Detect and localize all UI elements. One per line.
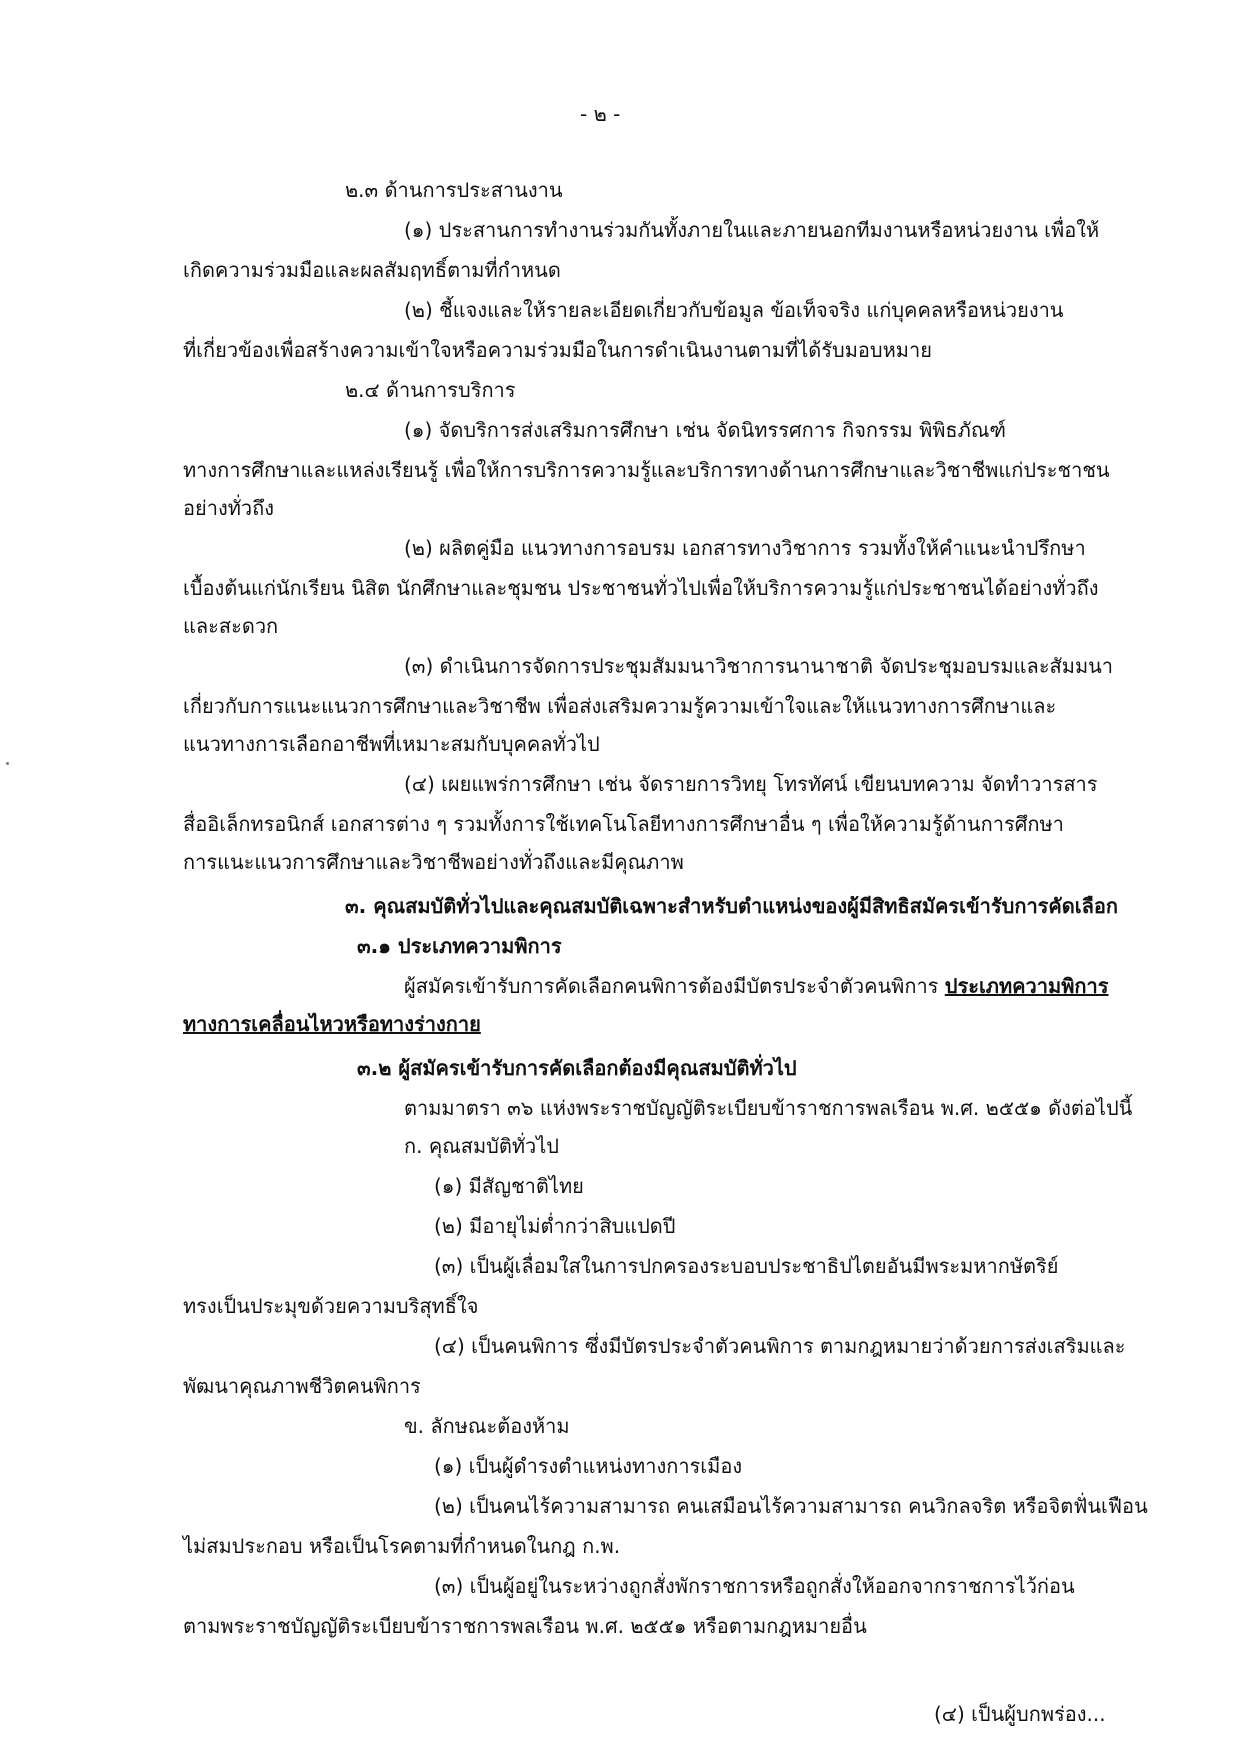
paragraph-line: เบื้องต้นแก่นักเรียน นิสิต นักศึกษาและชุมชน ประชาชนทั่วไปเพื่อให้บริการความรู้แก่ประชาชนได้อย่างทั่วถึง [183, 576, 1099, 600]
list-item: (๑) เป็นผู้ดำรงตำแหน่งทางการเมือง [434, 1454, 743, 1478]
list-item: ตามพระราชบัญญัติระเบียบข้าราชการพลเรือน พ.ศ. ๒๕๕๑ หรือตามกฎหมายอื่น [183, 1614, 867, 1638]
paragraph-line: (๓) ดำเนินการจัดการประชุมสัมมนาวิชาการนานาชาติ จัดประชุมอบรมและสัมมนา [404, 654, 1114, 678]
list-item: (๑) มีสัญชาติไทย [434, 1174, 584, 1198]
list-item: (๔) เป็นคนพิการ ซึ่งมีบัตรประจำตัวคนพิการ ตามกฎหมายว่าด้วยการส่งเสริมและ [434, 1334, 1126, 1358]
paragraph-line: (๔) เผยแพร่การศึกษา เช่น จัดรายการวิทยุ โทรทัศน์ เขียนบทความ จัดทำวารสาร [404, 772, 1098, 796]
paragraph-text: ผู้สมัครเข้ารับการคัดเลือกคนพิการต้องมีบัตรประจำตัวคนพิการ [404, 974, 945, 998]
section-heading: ๒.๔ ด้านการบริการ [345, 378, 516, 402]
section-heading: ๒.๓ ด้านการประสานงาน [345, 178, 563, 202]
continuation-text: (๔) เป็นผู้บกพร่อง... [934, 1702, 1106, 1726]
list-item: (๒) มีอายุไม่ต่ำกว่าสิบแปดปี [434, 1214, 676, 1238]
paragraph-line: ทางการศึกษาและแหล่งเรียนรู้ เพื่อให้การบริการความรู้และบริการทางด้านการศึกษาและวิชาชีพแก่ประชาชน [183, 458, 1110, 482]
paragraph-line: สื่ออิเล็กทรอนิกส์ เอกสารต่าง ๆ รวมทั้งการใช้เทคโนโลยีทางการศึกษาอื่น ๆ เพื่อให้ความรู้ด้านการศึกษา [183, 812, 1064, 836]
paragraph-line: (๑) ประสานการทำงานร่วมกันทั้งภายในและภายนอกทีมงานหรือหน่วยงาน เพื่อให้ [404, 218, 1100, 242]
paragraph-line: (๒) ชี้แจงและให้รายละเอียดเกี่ยวกับข้อมูล ข้อเท็จจริง แก่บุคคลหรือหน่วยงาน [404, 298, 1064, 322]
list-item: ไม่สมประกอบ หรือเป็นโรคตามที่กำหนดในกฎ ก.พ. [183, 1534, 621, 1558]
list-item: พัฒนาคุณภาพชีวิตคนพิการ [183, 1374, 421, 1398]
section-heading: ๓. คุณสมบัติทั่วไปและคุณสมบัติเฉพาะสำหรับตำแหน่งของผู้มีสิทธิสมัครเข้ารับการคัดเลือก [345, 894, 1119, 918]
paragraph-line: ตามมาตรา ๓๖ แห่งพระราชบัญญัติระเบียบข้าราชการพลเรือน พ.ศ. ๒๕๕๑ ดังต่อไปนี้ [404, 1096, 1133, 1120]
paragraph-line: การแนะแนวการศึกษาและวิชาชีพอย่างทั่วถึงและมีคุณภาพ [183, 850, 684, 874]
paragraph-line [404, 972, 1108, 1000]
list-item: (๓) เป็นผู้อยู่ในระหว่างถูกสั่งพักราชการหรือถูกสั่งให้ออกจากราชการไว้ก่อน [434, 1574, 1075, 1598]
subsection-heading: ๓.๒ ผู้สมัครเข้ารับการคัดเลือกต้องมีคุณสมบัติทั่วไป [357, 1056, 797, 1080]
scan-speck [6, 762, 9, 765]
disability-type-emphasis: ทางการเคลื่อนไหวหรือทางร่างกาย [183, 1012, 481, 1036]
list-item: ทรงเป็นประมุขด้วยความบริสุทธิ์ใจ [183, 1294, 479, 1318]
paragraph-line: (๑) จัดบริการส่งเสริมการศึกษา เช่น จัดนิทรรศการ กิจกรรม พิพิธภัณฑ์ [404, 418, 1006, 442]
disability-type-emphasis: ประเภทความพิการ [944, 974, 1109, 998]
paragraph-line: เกี่ยวกับการแนะแนวการศึกษาและวิชาชีพ เพื่อส่งเสริมความรู้ความเข้าใจและให้แนวทางการศึกษาและ [183, 694, 1057, 718]
paragraph-line: แนวทางการเลือกอาชีพที่เหมาะสมกับบุคคลทั่วไป [183, 732, 600, 756]
subsection-heading: ๓.๑ ประเภทความพิการ [357, 934, 562, 958]
paragraph-line: (๒) ผลิตคู่มือ แนวทางการอบรม เอกสารทางวิชาการ รวมทั้งให้คำแนะนำปรึกษา [404, 536, 1086, 560]
paragraph-line: เกิดความร่วมมือและผลสัมฤทธิ์ตามที่กำหนด [183, 258, 561, 282]
list-heading: ก. คุณสมบัติทั่วไป [404, 1134, 559, 1158]
list-item: (๓) เป็นผู้เลื่อมใสในการปกครองระบอบประชาธิปไตยอันมีพระมหากษัตริย์ [434, 1254, 1059, 1278]
paragraph-line: ที่เกี่ยวข้องเพื่อสร้างความเข้าใจหรือความร่วมมือในการดำเนินงานตามที่ได้รับมอบหมาย [183, 338, 932, 362]
paragraph-line: และสะดวก [183, 614, 279, 638]
list-heading: ข. ลักษณะต้องห้าม [404, 1414, 570, 1438]
list-item: (๒) เป็นคนไร้ความสามารถ คนเสมือนไร้ความสามารถ คนวิกลจริต หรือจิตฟั่นเฟือน [434, 1494, 1148, 1518]
paragraph-line: อย่างทั่วถึง [183, 496, 275, 520]
page-number: - ๒ - [580, 102, 621, 126]
